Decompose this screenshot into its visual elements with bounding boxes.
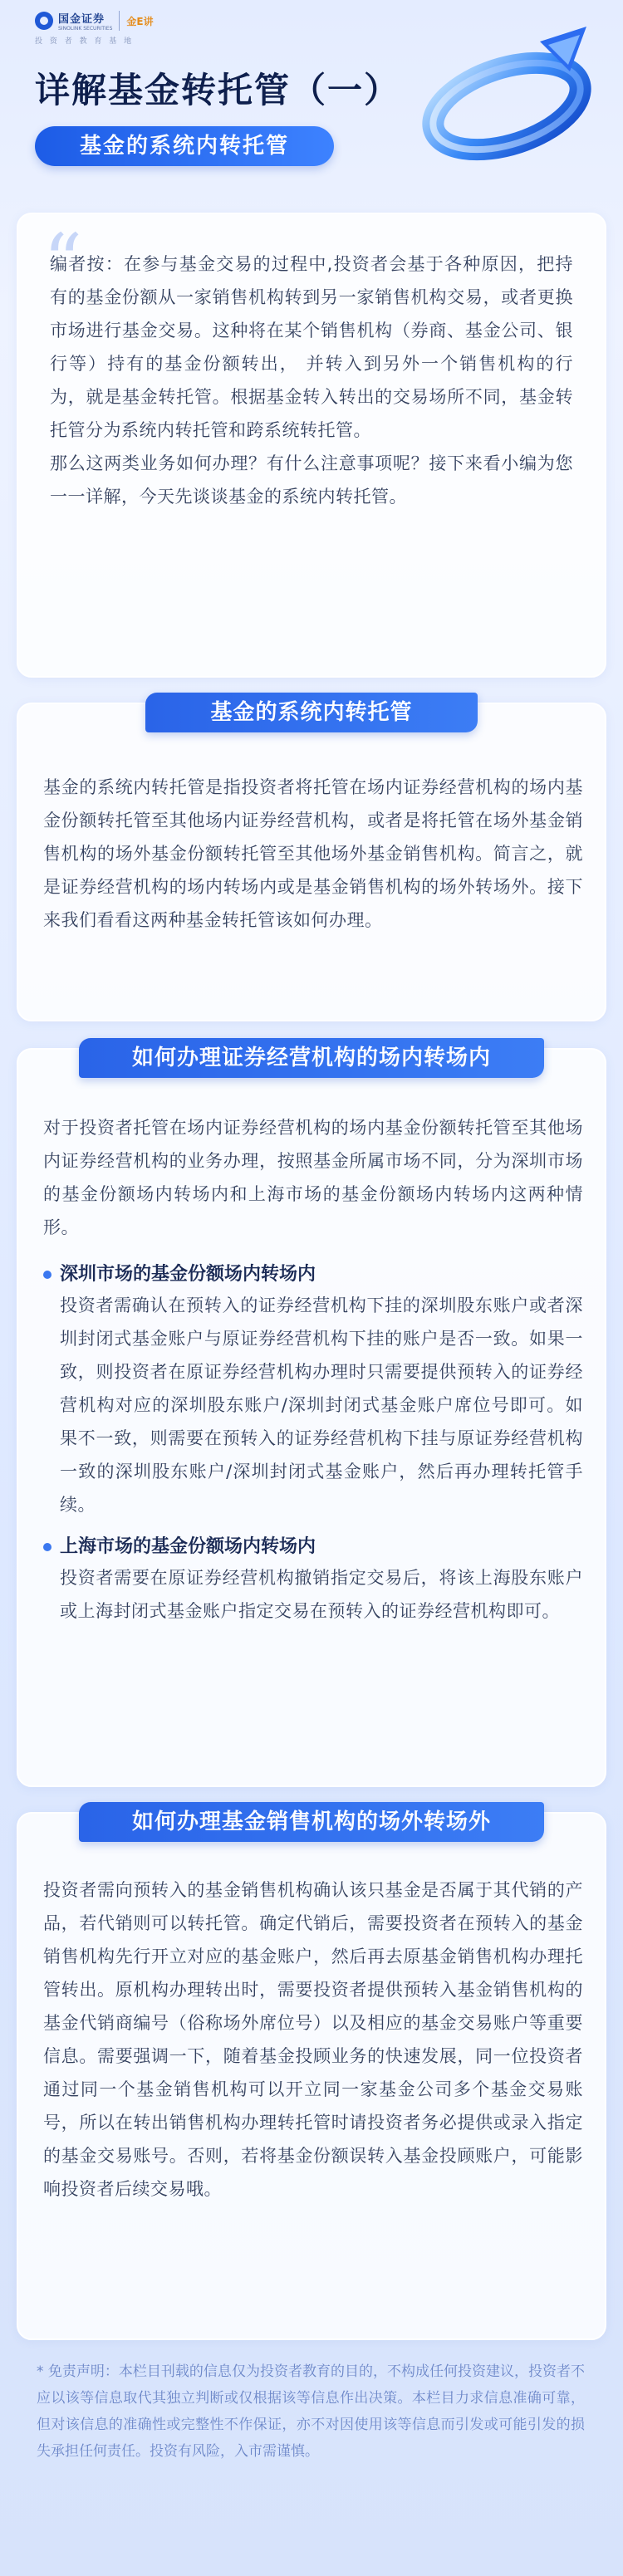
section-body: 基金的系统内转托管是指投资者将托管在场内证券经营机构的场内基金份额转托管至其他场内证券经营机构，或者是将托管在场外基金销售机构的场外基金份额转托管至其他场外基金销售机构。简言之，就是证券经营机构的场内转场内或是基金销售机构的场外转场外。接下来我们看看这两种基金转托管该如何办理。 bbox=[43, 777, 583, 930]
logo-divider bbox=[119, 11, 120, 31]
sinolink-logo-icon bbox=[35, 12, 53, 30]
subsection-body: 投资者需要在原证券经营机构撤销指定交易后，将该上海股东账户或上海封闭式基金账户指定交易在预转入的证券经营机构即可。 bbox=[60, 1568, 583, 1621]
disclaimer: * 免责声明：本栏目刊载的信息仅为投资者教育的目的，不构成任何投资建议，投资者不应以该等信息取代其独立判断或仅根据该等信息作出决策。本栏目力求信息准确可靠，但对该信息的准确性或完整性不作保证，亦不对因使用该等信息而引发或可能引发的损失承担任何责任。投资有风险，入市需谨慎。 bbox=[37, 2363, 585, 2460]
section-heading: 如何办理证券经营机构的场内转场内 bbox=[79, 1038, 544, 1078]
page-title: 详解基金转托管（一） bbox=[35, 70, 401, 110]
logo-en: SINOLINK SECURITIES bbox=[58, 26, 113, 32]
section-otc-transfer bbox=[17, 1812, 606, 2340]
section-body: 投资者需向预转入的基金销售机构确认该只基金是否属于其代销的产品，若代销则可以转托管。确定代销后，需要投资者在预转入的基金销售机构先行开立对应的基金账户，然后再去原基金销售机构办理托管转出。原机构办理转出时，需要投资者提供预转入基金销售机构的基金代销商编号（俗称场外席位号）以及相应的基金交易账户等重要信息。需要强调一下，随着基金投顾业务的快速发展，同一位投资者通过同一个基金销售机构可以开立同一家基金公司多个基金交易账号，所以在转出销售机构办理转托管时请投资者务必提供或录入指定的基金交易账号。否则，若将基金份额误转入基金投顾账户，可能影响投资者后续交易哦。 bbox=[43, 1880, 583, 2199]
subsection-title: 上海市场的基金份额场内转场内 bbox=[43, 1533, 583, 1561]
jin-e-jiang-logo: 金E讲 bbox=[126, 15, 154, 27]
subsection-body: 投资者需确认在预转入的证券经营机构下挂的深圳股东账户或者深圳封闭式基金账户与原证券经营机构下挂的账户是否一致。如果一致，则投资者在原证券经营机构办理时只需要提供预转入的证券经营机构对应的深圳股东账户/深圳封闭式基金账户席位号即可。如果不一致，则需要在预转入的证券经营机构下挂与原证券经营机构一致的深圳股东账户/深圳封闭式基金账户，然后再办理转托管手续。 bbox=[60, 1295, 583, 1515]
section-system-transfer bbox=[17, 700, 606, 1021]
intro-card bbox=[17, 213, 606, 678]
editor-note-followup: 那么这两类业务如何办理？有什么注意事项呢？接下来看小编为您一一详解，今天先谈谈基金的系统内转托管。 bbox=[50, 453, 573, 507]
page-subtitle: 基金的系统内转托管 bbox=[35, 126, 334, 166]
logo-name: 国金证券 bbox=[58, 13, 105, 26]
section-heading: 基金的系统内转托管 bbox=[145, 693, 478, 732]
section-body: 对于投资者托管在场内证券经营机构的场内基金份额转托管至其他场内证券经营机构的业务办理，按照基金所属市场不同，分为深圳市场的基金份额场内转场内和上海市场的基金份额场内转场内这两种情形。 bbox=[43, 1118, 583, 1237]
quote-mark-icon: “ bbox=[43, 218, 83, 306]
swirl-arrow-icon bbox=[415, 8, 598, 191]
hero-banner bbox=[0, 0, 623, 199]
brand-logos bbox=[35, 10, 154, 32]
tagline: 投 资 者 教 育 基 地 bbox=[35, 37, 135, 46]
editor-note: 编者按：在参与基金交易的过程中,投资者会基于各种原因，把持有的基金份额从一家销售机构转到另一家销售机构交易，或者更换市场进行基金交易。这种将在某个销售机构（券商、基金公司、银行等）持有的基金份额转出， 并转入到另外一个销售机构的行为，就是基金转托管。根据基金转入转出的交易场所不同，基金转托管分为系统内转托管和跨系统转托管。 bbox=[50, 254, 573, 440]
section-heading: 如何办理基金销售机构的场外转场外 bbox=[79, 1802, 544, 1842]
section-exchange-transfer bbox=[17, 1048, 606, 1787]
subsection-title: 深圳市场的基金份额场内转场内 bbox=[43, 1261, 583, 1289]
